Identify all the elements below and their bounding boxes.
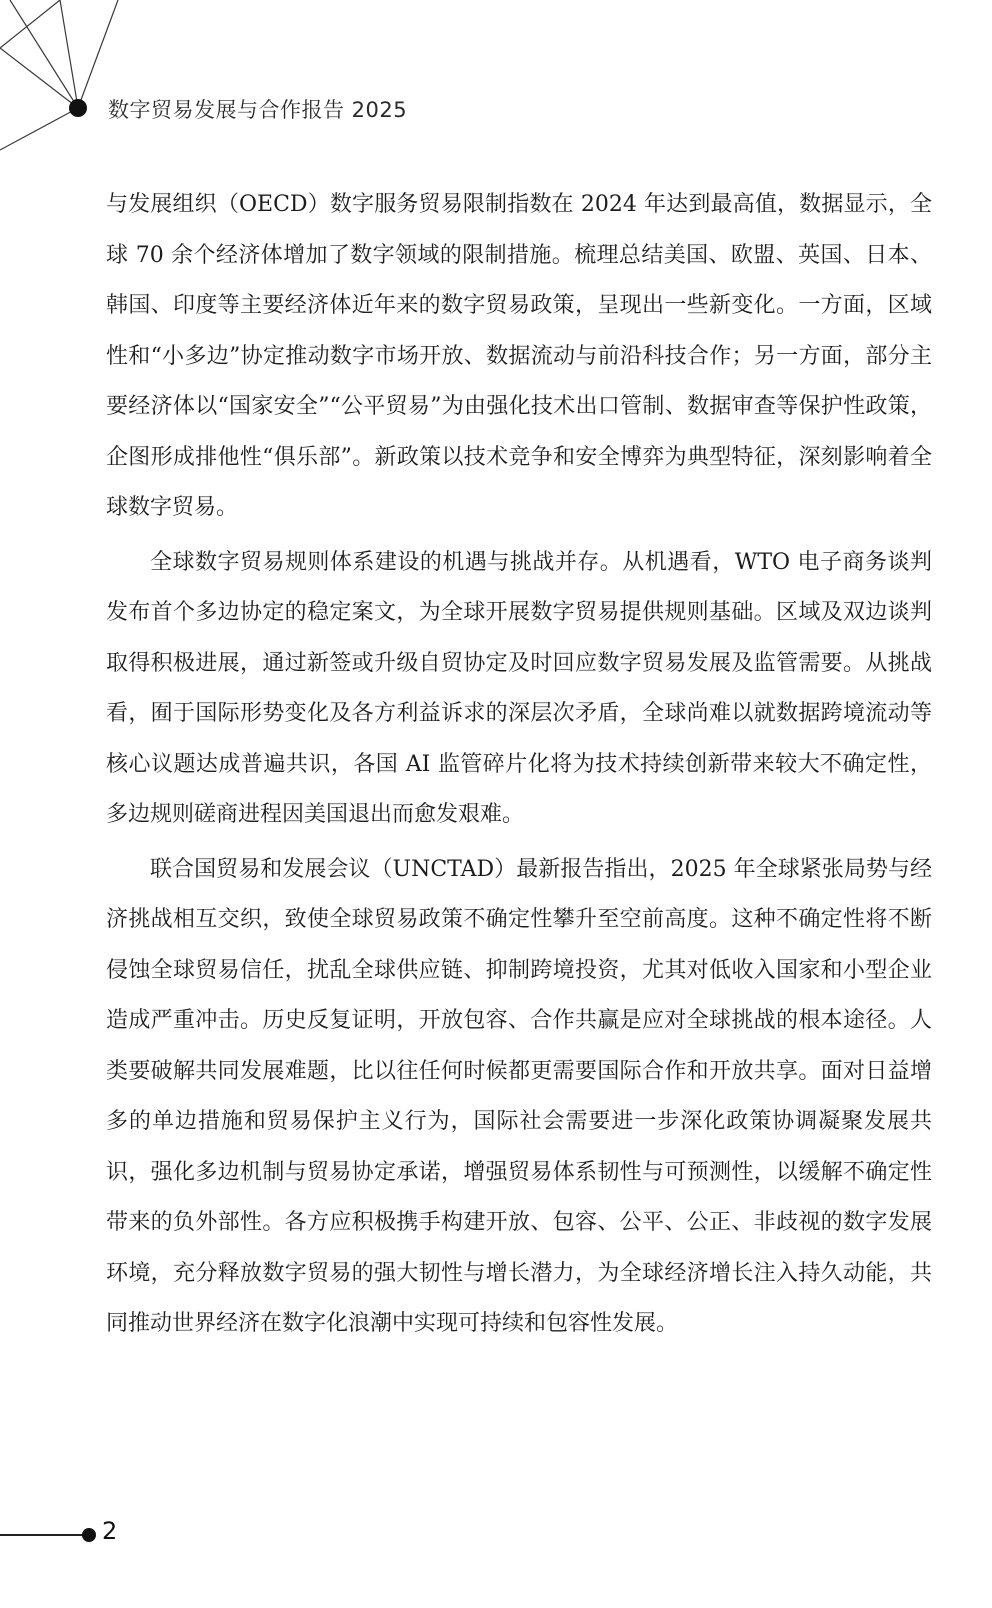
running-header-title: 数字贸易发展与合作报告 2025 bbox=[108, 98, 408, 122]
page-number: 2 bbox=[102, 1517, 118, 1545]
footer-rule bbox=[0, 1534, 88, 1536]
network-lines-decoration bbox=[0, 0, 140, 160]
page-footer bbox=[0, 1515, 200, 1555]
paragraph-1: 与发展组织（OECD）数字服务贸易限制指数在 2024 年达到最高值，数据显示，全球 70 余个经济体增加了数字领域的限制措施。梳理总结美国、欧盟、英国、日本、韩国、印度等主要经济体近年来的数字贸易政策，呈现出一些新变化。一方面，区域性和“小多边”协定推动数字市场开放、数据流动与前沿科技合作；另一方面，部分主要经济体以“国家安全”“公平贸易”为由强化技术出口管制、数据审查等保护性政策，企图形成排他性“俱乐部”。新政策以技术竞争和安全博弈为典型特征，深刻影响着全球数字贸易。 bbox=[106, 192, 932, 520]
body-text bbox=[106, 180, 932, 1354]
paragraph-3: 联合国贸易和发展会议（UNCTAD）最新报告指出，2025 年全球紧张局势与经济挑战相互交织，致使全球贸易政策不确定性攀升至空前高度。这种不确定性将不断侵蚀全球贸易信任，扰乱全球供应链、抑制跨境投资，尤其对低收入国家和小型企业造成严重冲击。历史反复证明，开放包容、合作共赢是应对全球挑战的根本途径。人类要破解共同发展难题，比以往任何时候都更需要国际合作和开放共享。面对日益增多的单边措施和贸易保护主义行为，国际社会需要进一步深化政策协调凝聚发展共识，强化多边机制与贸易协定承诺，增强贸易体系韧性与可预测性，以缓解不确定性带来的负外部性。各方应积极携手构建开放、包容、公平、公正、非歧视的数字发展环境，充分释放数字贸易的强大韧性与增长潜力，为全球经济增长注入持久动能，共同推动世界经济在数字化浪潮中实现可持续和包容性发展。 bbox=[106, 856, 932, 1336]
footer-dot-icon bbox=[82, 1528, 96, 1542]
paragraph-2: 全球数字贸易规则体系建设的机遇与挑战并存。从机遇看，WTO 电子商务谈判发布首个多边协定的稳定案文，为全球开展数字贸易提供规则基础。区域及双边谈判取得积极进展，通过新签或升级自贸协定及时回应数字贸易发展及监管需要。从挑战看，囿于国际形势变化及各方利益诉求的深层次矛盾，全球尚难以就数据跨境流动等核心议题达成普遍共识，各国 AI 监管碎片化将为技术持续创新带来较大不确定性，多边规则磋商进程因美国退出而愈发艰难。 bbox=[106, 549, 932, 827]
